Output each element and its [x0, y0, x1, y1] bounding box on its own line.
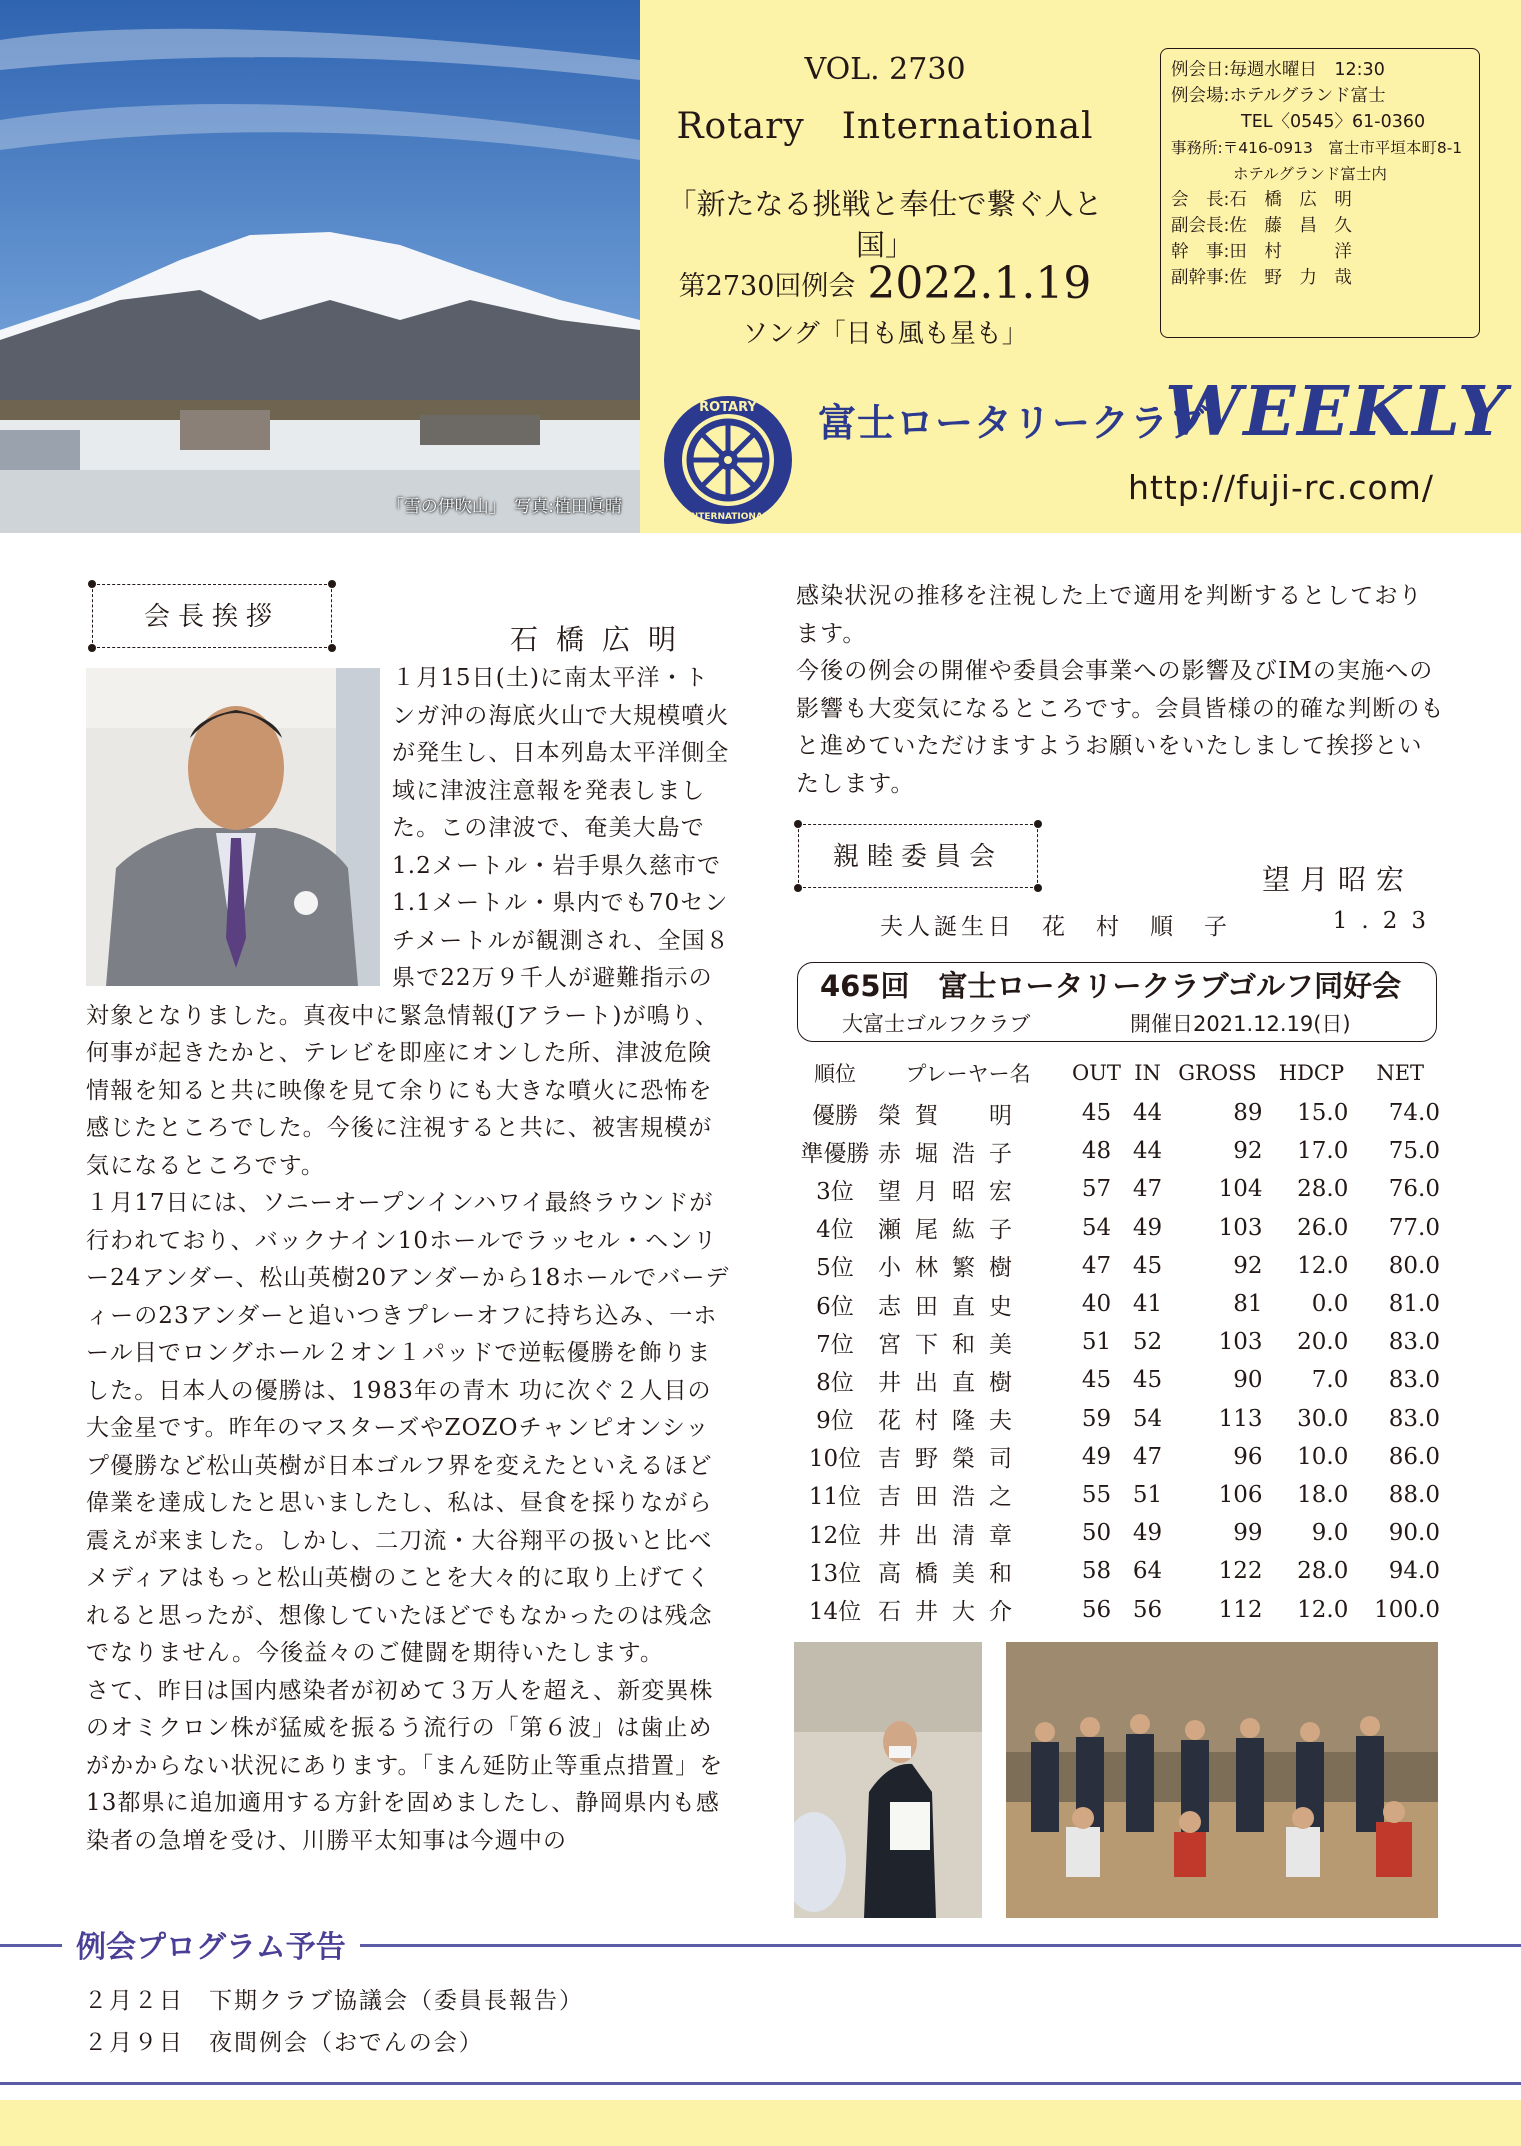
table-cell: 高橋美和 [878, 1560, 1026, 1587]
table-cell: 井出清章 [878, 1522, 1026, 1549]
table-cell: 56 [1081, 1596, 1112, 1623]
table-cell: 28.0 [1297, 1176, 1349, 1203]
table-cell: 12.0 [1297, 1596, 1349, 1623]
greeting-paragraph: 今後の例会の開催や委員会事業への影響及びIMの実施への影響も大変気になるところです。会員皆様の的確な判断のもと進めていただけますようお願いをいたしまして挨拶といたします。 [796, 658, 1445, 797]
table-cell: 28.0 [1297, 1558, 1349, 1585]
info-line: 副会長:佐 藤 昌 久 [1171, 216, 1352, 236]
table-cell: 41 [1132, 1291, 1163, 1318]
table-cell: 9位 [816, 1408, 854, 1435]
bottom-rule [0, 2082, 1521, 2085]
golf-group-photo [1006, 1642, 1438, 1918]
table-row [798, 1438, 1446, 1476]
table-cell: 0.0 [1311, 1291, 1349, 1318]
table-cell: 103 [1218, 1214, 1263, 1241]
table-cell: 志田直史 [878, 1293, 1026, 1320]
table-cell: 88.0 [1388, 1481, 1440, 1508]
volume-number: VOL. 2730 [804, 52, 966, 87]
golf-title: 465回 富士ロータリークラブゴルフ同好会 [820, 969, 1402, 1003]
table-row [798, 1323, 1446, 1361]
greeting-paragraph: 感染状況の推移を注視した上で適用を判断するとしております。 [796, 583, 1423, 647]
table-cell: 13位 [808, 1560, 862, 1587]
table-cell: 榮賀 明 [878, 1102, 1026, 1129]
table-cell: 井出直樹 [878, 1369, 1026, 1396]
meeting-line [655, 258, 1115, 309]
program-item: ２月２日 下期クラブ協議会（委員長報告） [84, 1988, 584, 2014]
table-cell: 54 [1081, 1214, 1112, 1241]
greeting-continued [796, 578, 1446, 803]
rotary-wheel-icon [660, 392, 796, 528]
table-cell: 90 [1233, 1367, 1263, 1394]
table-cell: 準優勝 [800, 1140, 870, 1167]
table-cell: 55 [1081, 1481, 1112, 1508]
info-line: TEL〈0545〉61-0360 [1171, 112, 1426, 132]
table-row [798, 1170, 1446, 1208]
corner-dot [794, 884, 802, 892]
corner-dot [1034, 884, 1042, 892]
table-cell: 99 [1233, 1520, 1263, 1547]
info-line: ホテルグランド富士内 [1171, 165, 1387, 183]
table-cell: 92 [1233, 1252, 1263, 1279]
table-row [798, 1209, 1446, 1247]
table-cell: 49 [1132, 1520, 1163, 1547]
meeting-date: 2022.1.19 [867, 258, 1092, 309]
table-row [798, 1094, 1446, 1132]
table-cell: 9.0 [1311, 1520, 1349, 1547]
table-cell: 89 [1233, 1100, 1263, 1127]
golf-table-body [798, 1094, 1446, 1629]
table-cell: 81.0 [1388, 1291, 1440, 1318]
table-cell: 49 [1081, 1443, 1112, 1470]
photo-caption: 「雪の伊吹山」 写真:植田眞晴 [386, 497, 622, 517]
table-cell: 6位 [816, 1293, 854, 1320]
table-cell: 56 [1132, 1596, 1163, 1623]
corner-dot [328, 580, 336, 588]
table-row [798, 1476, 1446, 1514]
table-row [798, 1514, 1446, 1552]
col-header: OUT [1071, 1061, 1121, 1085]
table-cell: 76.0 [1388, 1176, 1440, 1203]
table-cell: 75.0 [1388, 1138, 1440, 1165]
table-cell: 優勝 [812, 1102, 858, 1129]
table-cell: 48 [1081, 1138, 1112, 1165]
table-header-row [798, 1052, 1446, 1094]
table-cell: 54 [1132, 1405, 1163, 1432]
info-line: 幹 事:田 村 洋 [1171, 242, 1352, 262]
table-cell: 112 [1218, 1596, 1263, 1623]
table-cell: 47 [1081, 1252, 1112, 1279]
greeting-paragraph: １月15日(土)に南太平洋・トンガ沖の海底火山で大規模噴火が発生し、日本列島太平洋側全域に津波注意報を発表しました。この津波で、奄美大島で1.2メートル・岩手県久慈市で1.1メートル・県内でも70センチメートルが観測され、全国８県で22万９千人が避難指示の対象となりました。真夜中に緊急情報(Jアラート)が鳴り、何事が起きたかと、テレビを即座にオンした所、津波危険情報を知ると共に映像を見て余りにも大きな噴火に恐怖を感じたところでした。今後に注視すると共に、被害規模が気になるところです。 [86, 665, 730, 1179]
table-cell: 59 [1081, 1405, 1112, 1432]
golf-date: 開催日2021.12.19(日) [1130, 1012, 1351, 1036]
logo-text-bottom: INTERNATIONAL [687, 512, 769, 522]
meeting-number: 第2730回例会 [678, 271, 856, 302]
table-cell: 57 [1081, 1176, 1112, 1203]
table-cell: 81 [1233, 1291, 1263, 1318]
table-cell: 83.0 [1388, 1329, 1440, 1356]
table-cell: 92 [1233, 1138, 1263, 1165]
table-cell: 90.0 [1388, 1520, 1440, 1547]
col-header: 順位 [814, 1062, 856, 1086]
footer-band [0, 2100, 1521, 2146]
table-cell: 96 [1233, 1443, 1263, 1470]
info-line: 事務所:〒416-0913 富士市平垣本町8-1 [1171, 139, 1463, 157]
table-cell: 113 [1218, 1405, 1263, 1432]
table-cell: 7位 [816, 1331, 854, 1358]
table-row [798, 1285, 1446, 1323]
table-cell: 11位 [808, 1484, 862, 1511]
table-cell: 10位 [808, 1446, 862, 1473]
program-title: 例会プログラム予告 [62, 1922, 360, 1966]
corner-dot [1034, 820, 1042, 828]
info-line: 例会日:毎週水曜日 12:30 [1171, 60, 1385, 80]
col-header: IN [1134, 1061, 1161, 1085]
table-cell: 100.0 [1374, 1596, 1440, 1623]
table-row [798, 1132, 1446, 1170]
table-cell: 64 [1132, 1558, 1163, 1585]
table-cell: 47 [1132, 1176, 1163, 1203]
info-line: 例会場:ホテルグランド富士 [1171, 86, 1386, 106]
info-box [1160, 48, 1480, 338]
table-cell: 17.0 [1297, 1138, 1349, 1165]
table-cell: 宮下和美 [878, 1331, 1026, 1358]
table-cell: 12位 [808, 1522, 862, 1549]
table-cell: 44 [1132, 1138, 1163, 1165]
table-cell: 8位 [816, 1369, 854, 1396]
table-cell: 26.0 [1297, 1214, 1349, 1241]
info-line: 会 長:石 橋 広 明 [1171, 190, 1352, 210]
theme: 「新たなる挑戦と奉仕で繋ぐ人と国」 [667, 187, 1103, 262]
table-cell: 45 [1081, 1367, 1112, 1394]
table-cell: 74.0 [1388, 1100, 1440, 1127]
shinboku-author: 望月昭宏 [1262, 863, 1415, 896]
greeting-paragraph: さて、昨日は国内感染者が初めて３万人を超え、新変異株のオミクロン株が猛威を振るう流行の「第６波」は歯止めがかからない状況にあります。「まん延防止等重点措置」を13都県に追加適用する方針を固めましたし、静岡県内も感染者の急増を受け、川勝平太知事は今週中の [86, 1677, 724, 1854]
table-cell: 106 [1218, 1481, 1263, 1508]
table-cell: 52 [1132, 1329, 1163, 1356]
table-cell: 小林繁樹 [878, 1255, 1026, 1282]
table-row [798, 1552, 1446, 1590]
table-cell: 5位 [816, 1255, 854, 1282]
birthday-line [880, 908, 1440, 941]
table-cell: 47 [1132, 1443, 1163, 1470]
table-cell: 44 [1132, 1100, 1163, 1127]
table-cell: 51 [1081, 1329, 1112, 1356]
table-cell: 80.0 [1388, 1252, 1440, 1279]
table-cell: 103 [1218, 1329, 1263, 1356]
col-header: GROSS [1178, 1061, 1257, 1085]
info-line: 副幹事:佐 野 力 哉 [1171, 268, 1352, 288]
org-name: Rotary International [676, 106, 1094, 147]
weekly-title: WEEKLY [1165, 372, 1509, 452]
president-portrait [86, 668, 380, 986]
greeting-label: 会長挨拶 [92, 584, 332, 648]
club-name: 富士ロータリークラブ [818, 400, 1209, 445]
header-photo-mt-ibuki [0, 0, 640, 533]
golf-results-table [798, 1052, 1446, 1629]
table-cell: 51 [1132, 1481, 1163, 1508]
golf-photo-speaker [794, 1642, 982, 1918]
col-header: プレーヤー名 [905, 1062, 1031, 1086]
table-cell: 45 [1132, 1367, 1163, 1394]
corner-dot [88, 644, 96, 652]
greeting-paragraph: １月17日には、ソニーオープンインハワイ最終ラウンドが行われており、バックナイン10ホールでラッセル・ヘンリー24アンダー、松山英樹20アンダーから18ホールでバーディーの23アンダーと追いつきプレーオフに持ち込み、一ホール目でロングホール２オン１パッドで逆転優勝を飾りました。日本人の優勝は、1983年の青木 功に次ぐ２人目の大金星です。昨年のマスターズやZOZOチャンピオンシップ優勝など松山英樹が日本ゴルフ界を変えたといえるほど偉業を達成したと思いましたし、私は、昼食を採りながら震えが来ました。しかし、二刀流・大谷翔平の扱いと比べメディアはもっと松山英樹のことを大々的に取り上げてくれると思ったが、想像していたほどでもなかったのは残念でなりません。今後益々のご健闘を期待いたします。 [86, 1190, 730, 1666]
table-cell: 15.0 [1297, 1100, 1349, 1127]
table-cell: 58 [1081, 1558, 1112, 1585]
table-cell: 49 [1132, 1214, 1163, 1241]
table-cell: 50 [1081, 1520, 1112, 1547]
song: ソング「日も風も星も」 [742, 319, 1028, 349]
table-cell: 14位 [808, 1599, 862, 1626]
table-cell: 77.0 [1388, 1214, 1440, 1241]
table-cell: 吉野榮司 [878, 1446, 1026, 1473]
table-cell: 10.0 [1297, 1443, 1349, 1470]
corner-dot [328, 644, 336, 652]
table-cell: 104 [1218, 1176, 1263, 1203]
table-cell: 86.0 [1388, 1443, 1440, 1470]
table-cell: 吉田浩之 [878, 1484, 1026, 1511]
table-cell: 94.0 [1388, 1558, 1440, 1585]
table-cell: 瀬尾紘子 [878, 1217, 1026, 1244]
club-url[interactable]: http://fuji-rc.com/ [1128, 468, 1434, 507]
table-cell: 望月昭宏 [878, 1178, 1026, 1205]
table-cell: 122 [1218, 1558, 1263, 1585]
table-cell: 83.0 [1388, 1367, 1440, 1394]
logo-text-top: ROTARY [699, 400, 757, 415]
table-cell: 45 [1132, 1252, 1163, 1279]
table-row [798, 1400, 1446, 1438]
col-header: HDCP [1278, 1061, 1345, 1085]
birthday-date: 1.23 [1332, 908, 1440, 934]
table-cell: 45 [1081, 1100, 1112, 1127]
table-cell: 7.0 [1311, 1367, 1349, 1394]
golf-course: 大富士ゴルフクラブ [842, 1012, 1031, 1036]
table-cell: 83.0 [1388, 1405, 1440, 1432]
table-cell: 30.0 [1297, 1405, 1349, 1432]
col-header: NET [1376, 1061, 1425, 1085]
birthday-label: 夫人誕生日 [880, 914, 1015, 940]
table-row [798, 1361, 1446, 1399]
table-row [798, 1247, 1446, 1285]
shinboku-label: 親睦委員会 [798, 824, 1038, 888]
table-row [798, 1590, 1446, 1628]
table-cell: 石井大介 [878, 1599, 1026, 1626]
birthday-name: 花 村 順 子 [1042, 914, 1231, 940]
corner-dot [88, 580, 96, 588]
table-cell: 18.0 [1297, 1481, 1349, 1508]
table-cell: 赤堀浩子 [878, 1140, 1026, 1167]
table-cell: 花村隆夫 [878, 1408, 1026, 1435]
table-cell: 40 [1081, 1291, 1112, 1318]
corner-dot [794, 820, 802, 828]
table-cell: 20.0 [1297, 1329, 1349, 1356]
table-cell: 4位 [816, 1217, 854, 1244]
table-cell: 3位 [816, 1178, 854, 1205]
greeting-author: 石橋広明 [510, 623, 695, 656]
program-item: ２月９日 夜間例会（おでんの会） [84, 2030, 484, 2056]
table-cell: 12.0 [1297, 1252, 1349, 1279]
